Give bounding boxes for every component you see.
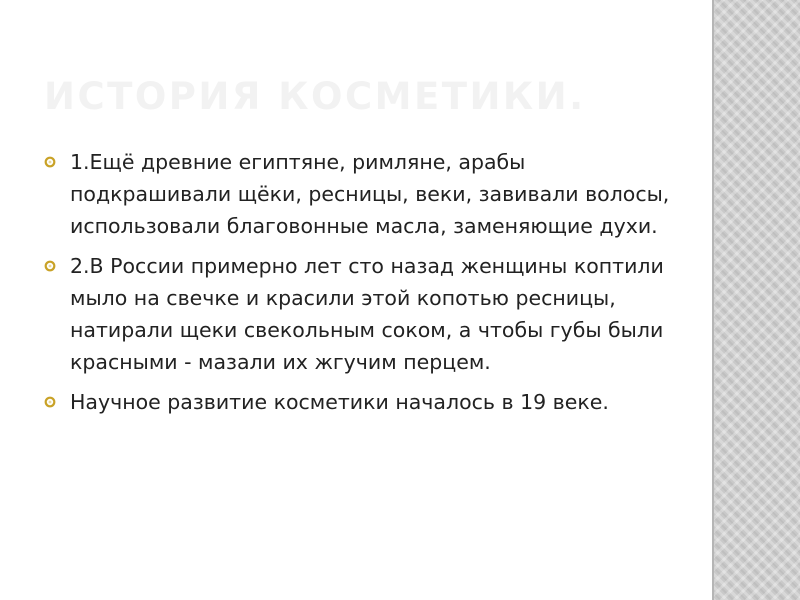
bullet-text: 2.В России примерно лет сто назад женщины коптили мыло на свечке и красили этой копотью ресницы, натирали щеки свекольным соком, а чтобы губы были красными - мазали их жгучим перцем. — [70, 254, 664, 374]
slide-title: ИСТОРИЯ КОСМЕТИКИ. — [44, 75, 586, 118]
bullet-item — [44, 386, 684, 418]
bullet-item — [44, 146, 684, 242]
decorative-side-panel — [712, 0, 800, 600]
ring-bullet-icon — [44, 156, 56, 168]
bullet-list — [44, 146, 684, 426]
bullet-item — [44, 250, 684, 378]
ring-bullet-icon — [44, 260, 56, 272]
bullet-text: 1.Ещё древние египтяне, римляне, арабы подкрашивали щёки, ресницы, веки, завивали волосы, использовали благовонные масла, заменяющие духи. — [70, 150, 670, 238]
bullet-text: Научное развитие косметики началось в 19 веке. — [70, 390, 609, 414]
ring-bullet-icon — [44, 396, 56, 408]
